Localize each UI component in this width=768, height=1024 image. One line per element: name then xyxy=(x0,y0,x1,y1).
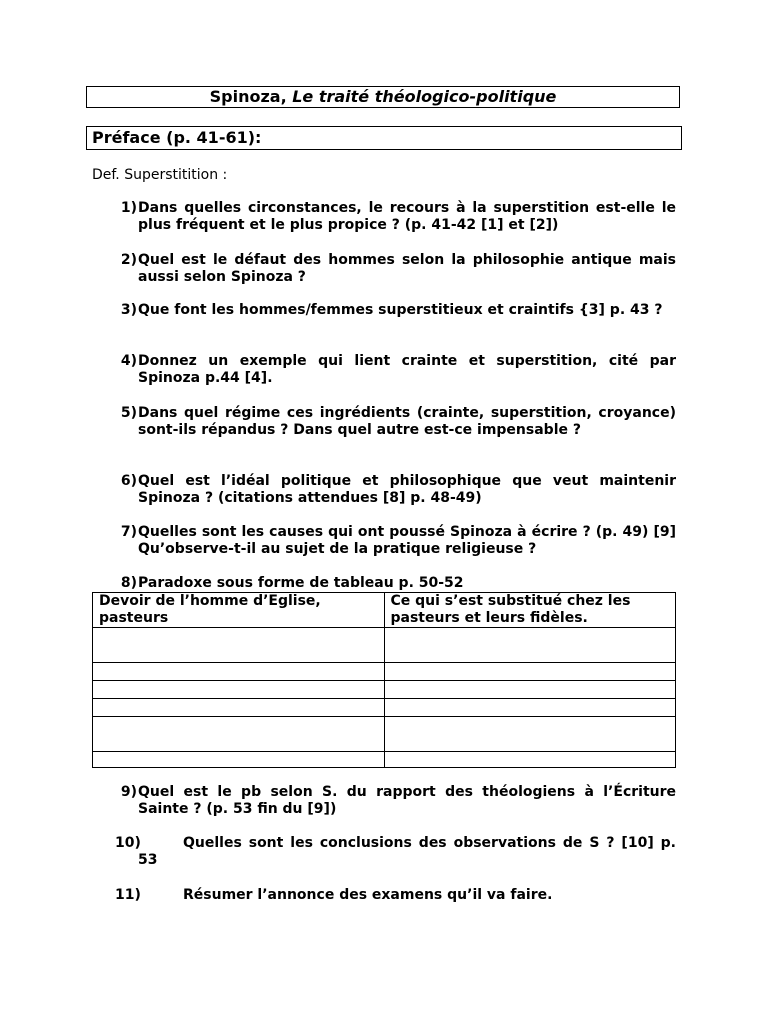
question-number: 1) xyxy=(120,200,137,216)
question-4 xyxy=(110,353,676,387)
table-cell xyxy=(384,699,676,717)
definition-label: Def. Superstitition : xyxy=(92,167,228,183)
table-row xyxy=(93,628,676,663)
table-row xyxy=(93,752,676,768)
question-7 xyxy=(110,524,676,558)
question-number: 10) xyxy=(115,835,141,851)
table-row xyxy=(93,681,676,699)
question-9 xyxy=(110,784,676,818)
question-number: 4) xyxy=(120,353,137,369)
question-text: Donnez un exemple qui lient crainte et superstition, cité par Spinoza p.44 [4]. xyxy=(138,353,676,386)
question-number: 11) xyxy=(115,887,141,903)
question-text: Quelles sont les conclusions des observations de S ? [10] p. 53 xyxy=(138,835,676,868)
title-work: Le traité théologico-politique xyxy=(292,87,557,106)
question-number: 5) xyxy=(120,405,137,421)
question-text: Quel est l’idéal politique et philosophique que veut maintenir Spinoza ? (citations attendues [8] p. 48-49) xyxy=(138,473,676,506)
question-3 xyxy=(110,302,676,319)
question-11 xyxy=(110,887,676,904)
question-text: Quel est le défaut des hommes selon la philosophie antique mais aussi selon Spinoza ? xyxy=(138,252,676,285)
table-cell xyxy=(93,681,385,699)
question-number: 3) xyxy=(120,302,137,318)
table-cell xyxy=(93,663,385,681)
question-8 xyxy=(110,575,676,592)
question-5 xyxy=(110,405,676,439)
table-row xyxy=(93,663,676,681)
question-text: Paradoxe sous forme de tableau p. 50-52 xyxy=(138,575,464,591)
question-number: 7) xyxy=(120,524,137,540)
table-cell xyxy=(384,681,676,699)
question-10 xyxy=(110,835,676,869)
question-number: 6) xyxy=(120,473,137,489)
table-cell xyxy=(93,752,385,768)
paradox-table xyxy=(92,592,676,768)
table-cell xyxy=(384,628,676,663)
question-2 xyxy=(110,252,676,286)
question-text: Résumer l’annonce des examens qu’il va faire. xyxy=(183,887,553,903)
table-cell xyxy=(93,717,385,752)
document-title xyxy=(86,86,680,108)
question-number: 2) xyxy=(120,252,137,268)
title-author: Spinoza, xyxy=(209,87,293,106)
table-cell xyxy=(384,752,676,768)
table-row xyxy=(93,699,676,717)
question-text: Dans quelles circonstances, le recours à la superstition est-elle le plus fréquent et le plus propice ? (p. 41-42 [1] et [2]) xyxy=(138,200,676,233)
table-cell xyxy=(93,699,385,717)
table-cell xyxy=(384,663,676,681)
table-header-row xyxy=(93,593,676,628)
table-header-cell: Ce qui s’est substitué chez les pasteurs et leurs fidèles. xyxy=(384,593,676,628)
section-heading: Préface (p. 41-61): xyxy=(86,126,682,150)
table-cell xyxy=(384,717,676,752)
question-text: Quelles sont les causes qui ont poussé Spinoza à écrire ? (p. 49) [9] Qu’observe-t-il au sujet de la pratique religieuse ? xyxy=(138,524,676,557)
question-text: Quel est le pb selon S. du rapport des théologiens à l’Écriture Sainte ? (p. 53 fin du [9]) xyxy=(138,784,676,817)
table-cell xyxy=(93,628,385,663)
table-header-cell: Devoir de l’homme d’Eglise, pasteurs xyxy=(93,593,385,628)
question-number: 9) xyxy=(120,784,137,800)
table-row xyxy=(93,717,676,752)
question-6 xyxy=(110,473,676,507)
question-1 xyxy=(110,200,676,234)
question-text: Dans quel régime ces ingrédients (crainte, superstition, croyance) sont-ils répandus ? Dans quel autre est-ce impensable ? xyxy=(138,405,676,438)
question-number: 8) xyxy=(120,575,137,591)
question-text: Que font les hommes/femmes superstitieux et craintifs {3] p. 43 ? xyxy=(138,302,663,318)
